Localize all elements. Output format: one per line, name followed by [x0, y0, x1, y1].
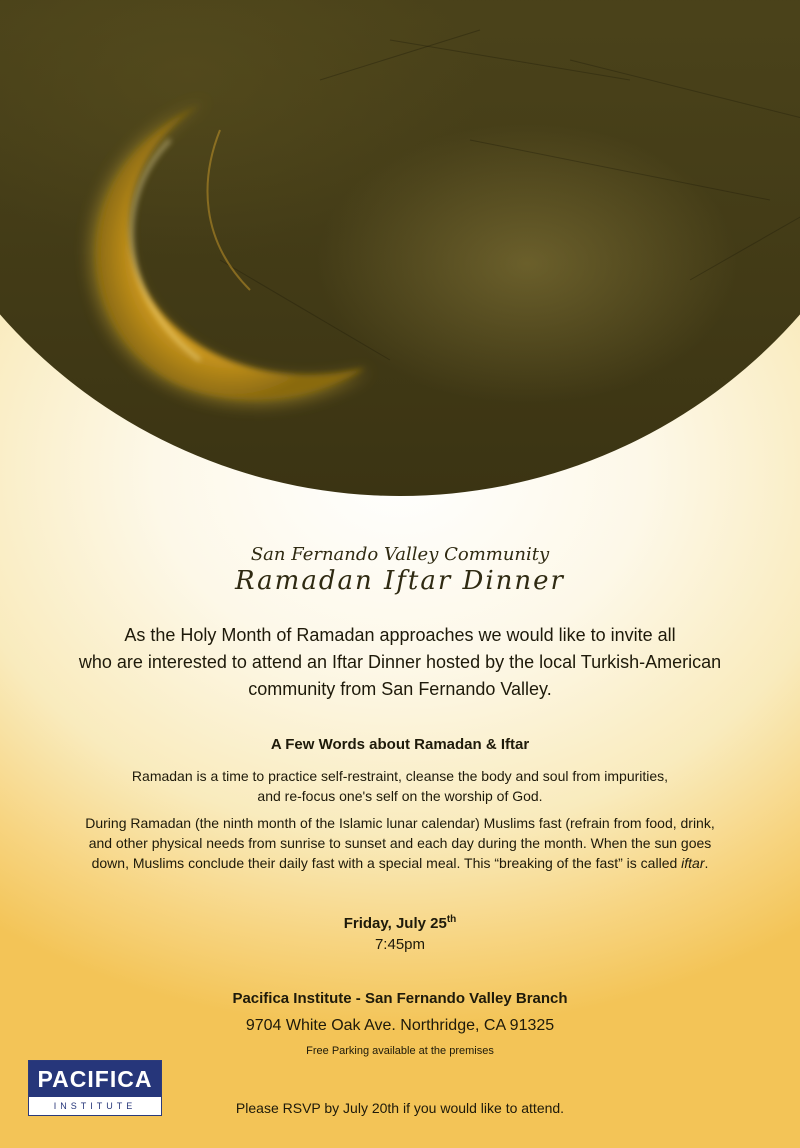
intro-line: who are interested to attend an Iftar Dinner hosted by the local Turkish-American: [78, 652, 722, 672]
about-paragraph-2: [0, 813, 800, 873]
about-heading: A Few Words about Ramadan & Iftar: [270, 736, 530, 753]
event-date: [0, 914, 800, 932]
date-suffix: th: [446, 914, 457, 925]
para-line: During Ramadan (the ninth month of the Islamic lunar calendar) Muslims fast (refrain from food, drink,: [85, 815, 715, 831]
parking-note: Free Parking available at the premises: [306, 1045, 494, 1057]
rsvp-note: Please RSVP by July 20th if you would like to attend.: [235, 1100, 565, 1116]
intro-paragraph: [0, 622, 800, 703]
para-line: and other physical needs from sunrise to sunset and each day during the month. When the sun goes: [88, 835, 712, 851]
para-line: [0, 853, 800, 873]
para-period: .: [704, 855, 709, 871]
crescent-moon-icon: [0, 0, 800, 496]
para-text: down, Muslims conclude their daily fast with a special meal. This “breaking of the fast” is called: [91, 855, 682, 871]
about-paragraph-1: [0, 766, 800, 806]
iftar-term: iftar: [681, 855, 705, 871]
event-title: Ramadan Iftar Dinner: [235, 566, 565, 596]
date-text: Friday, July 25: [343, 915, 447, 932]
hero-banner: [0, 0, 800, 496]
intro-line: As the Holy Month of Ramadan approaches we would like to invite all: [124, 625, 676, 645]
community-subtitle: San Fernando Valley Community: [250, 544, 550, 565]
venue-address: 9704 White Oak Ave. Northridge, CA 91325: [245, 1017, 555, 1034]
para-line: and re-focus one's self on the worship of God.: [257, 788, 543, 804]
para-line: Ramadan is a time to practice self-restraint, cleanse the body and soul from impurities,: [131, 768, 669, 784]
logo-subtext: INSTITUTE: [53, 1101, 137, 1111]
intro-line: community from San Fernando Valley.: [248, 679, 552, 699]
venue-name: Pacifica Institute - San Fernando Valley Branch: [232, 990, 568, 1007]
event-time: 7:45pm: [374, 936, 426, 953]
logo-wordmark: PACIFICA: [29, 1061, 161, 1097]
